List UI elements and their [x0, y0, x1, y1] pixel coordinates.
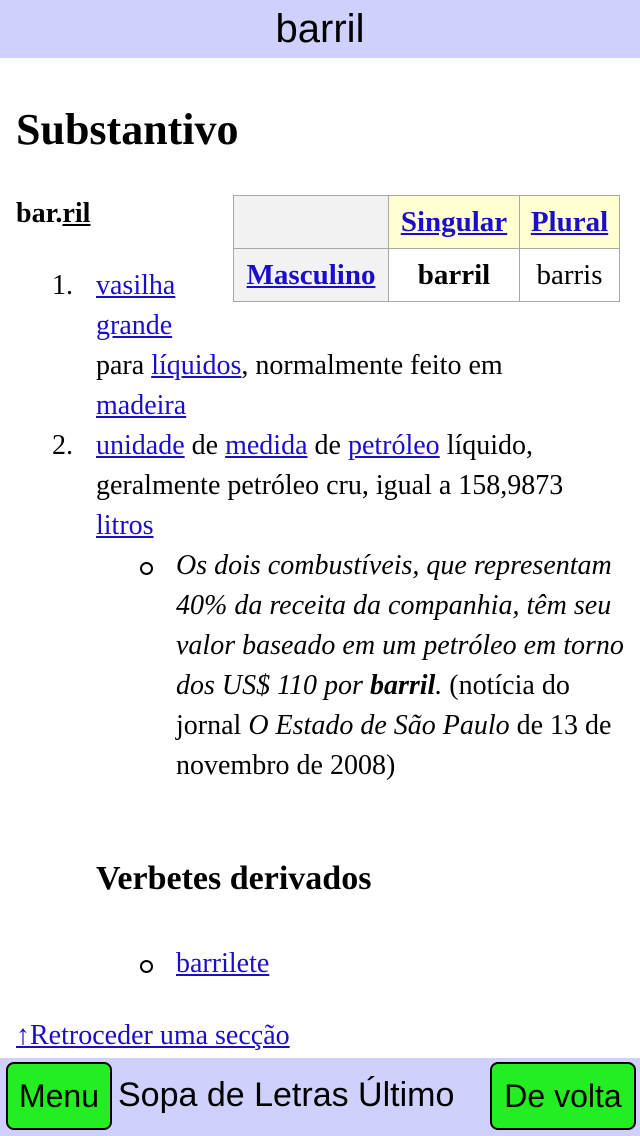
example-citation: (notícia do jornal [176, 670, 570, 741]
inflection-corner-cell [234, 196, 389, 249]
example-date: de 13 de novembro de 2008) [176, 710, 612, 781]
singular-link[interactable]: Singular [400, 205, 508, 238]
definition-text: , normalmente feito em [241, 350, 503, 381]
derived-list-item [16, 944, 269, 984]
link-vasilha[interactable]: vasilha [96, 270, 176, 301]
bullet-icon [140, 562, 153, 575]
example-keyword: barril [369, 670, 436, 701]
definition-number: 1. [52, 270, 73, 301]
example-item [96, 546, 626, 786]
inflection-singular-value: barril [389, 249, 520, 302]
menu-button[interactable]: Menu [6, 1062, 112, 1130]
definition-text: para [96, 350, 145, 381]
definition-2 [16, 426, 626, 786]
back-button[interactable]: De volta [490, 1062, 636, 1130]
link-petroleo[interactable]: petróleo [347, 430, 440, 461]
definition-text: líquido, geralmente petróleo cru, igual a 158,9873 [96, 430, 564, 501]
example-source: O Estado de São Paulo [248, 710, 510, 741]
link-grande[interactable]: grande [96, 310, 173, 341]
inflection-header-plural [520, 196, 620, 249]
headword-syllable-1: bar. [16, 198, 63, 229]
headword-syllable-2: ril [62, 198, 91, 229]
inflection-header-singular [389, 196, 520, 249]
definition-text: de [314, 430, 341, 461]
definitions-list [16, 266, 626, 786]
section-heading: Substantivo [16, 105, 239, 154]
link-medida[interactable]: medida [225, 430, 308, 461]
plural-link[interactable]: Plural [530, 205, 609, 238]
bottom-title: Sopa de Letras Último [118, 1076, 455, 1114]
headword [16, 198, 90, 230]
definition-text: de [191, 430, 219, 461]
example-quote-end: . [435, 670, 443, 701]
definition-1 [16, 266, 626, 426]
link-liquidos[interactable]: líquidos [151, 350, 242, 381]
page-title: barril [275, 6, 365, 51]
link-unidade[interactable]: unidade [96, 430, 185, 461]
example-quote: Os dois combustíveis, que representam 40% da receita da companhia, têm seu valor baseado em um petróleo em torno dos US$ 110 por [176, 550, 624, 701]
bullet-icon [140, 960, 153, 973]
link-barrilete[interactable]: barrilete [176, 948, 270, 979]
link-litros[interactable]: litros [96, 510, 154, 541]
definition-number: 2. [52, 430, 73, 461]
masculino-link[interactable]: Masculino [246, 258, 376, 291]
bottom-toolbar [0, 1058, 640, 1136]
derived-heading: Verbetes derivados [96, 860, 372, 897]
link-madeira[interactable]: madeira [96, 390, 187, 421]
inflection-plural-value: barris [520, 249, 620, 302]
title-bar [0, 0, 640, 58]
back-section-link[interactable]: ↑Retroceder uma secção [16, 1020, 290, 1051]
